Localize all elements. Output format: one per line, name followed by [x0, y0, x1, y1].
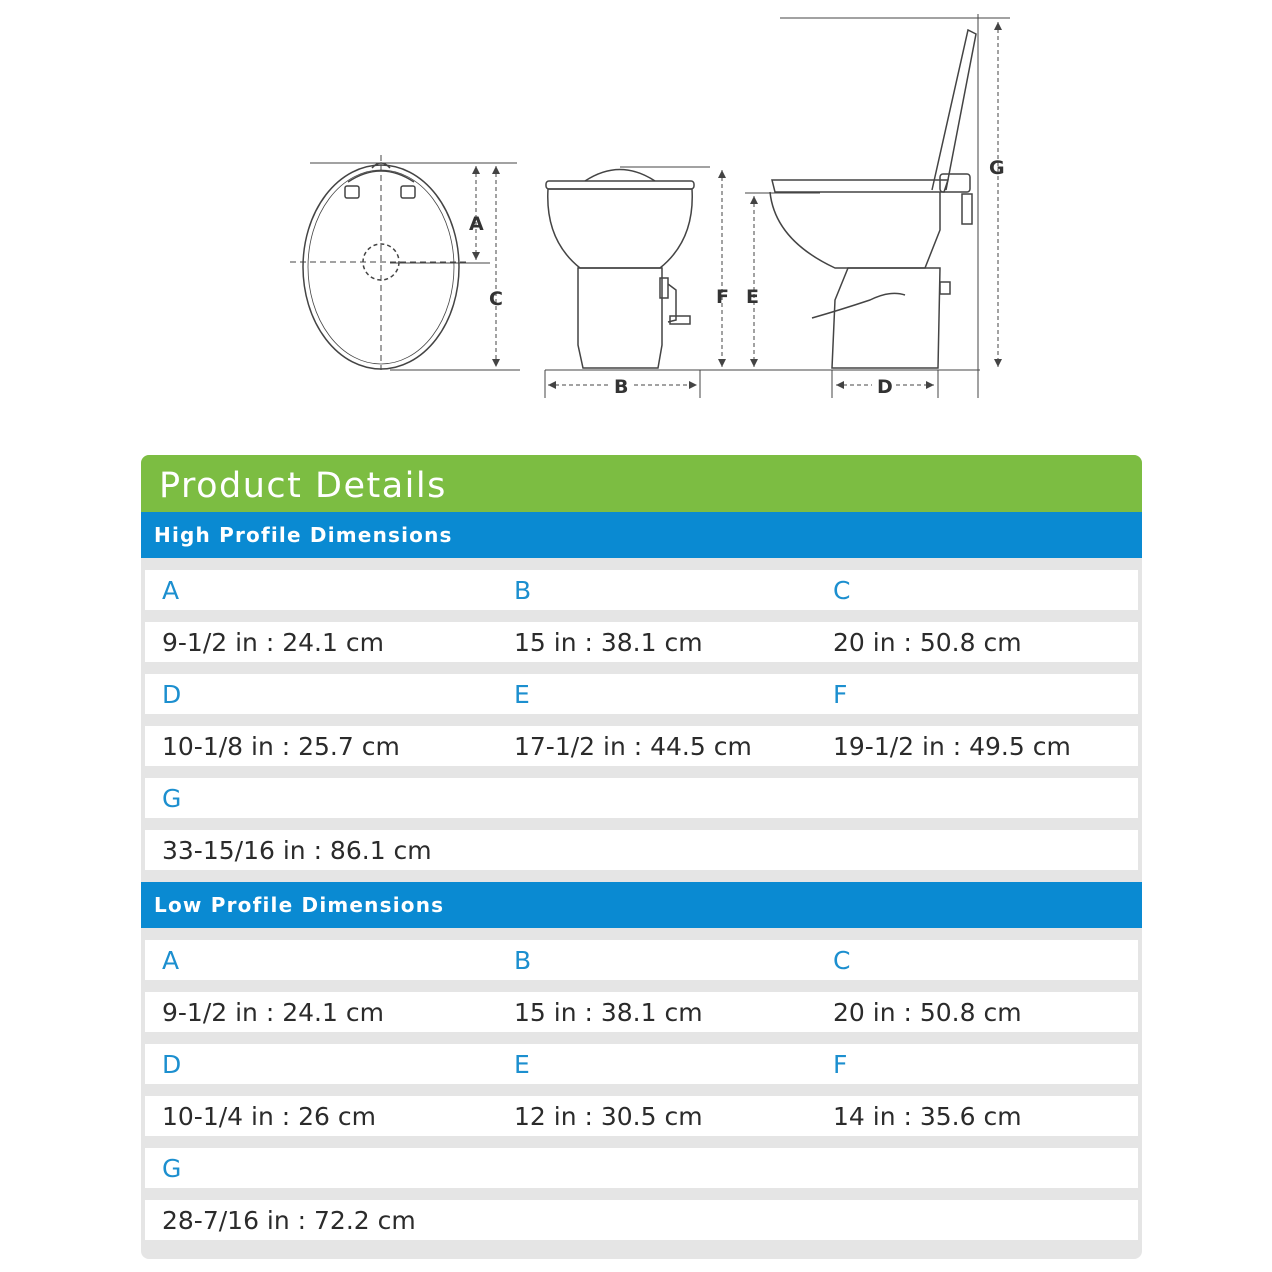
table-row — [145, 1044, 1138, 1084]
table-row — [145, 830, 1138, 870]
dimension-label: F — [833, 1049, 848, 1079]
dimension-value: 28-7/16 in : 72.2 cm — [162, 1205, 416, 1235]
dimension-value: 10-1/4 in : 26 cm — [162, 1101, 376, 1131]
dimension-value: 9-1/2 in : 24.1 cm — [162, 997, 384, 1027]
high-profile-table — [141, 558, 1142, 882]
dimension-label: D — [162, 679, 182, 709]
table-row — [145, 1200, 1138, 1240]
dimension-value: 9-1/2 in : 24.1 cm — [162, 627, 384, 657]
dimension-label: G — [162, 1153, 182, 1183]
diagram-label-e: E — [746, 286, 759, 308]
dimension-label: C — [833, 945, 851, 975]
dimension-value: 19-1/2 in : 49.5 cm — [833, 731, 1071, 761]
dimension-value: 12 in : 30.5 cm — [514, 1101, 703, 1131]
table-row — [145, 992, 1138, 1032]
product-details-card — [141, 455, 1142, 1259]
dimension-value: 33-15/16 in : 86.1 cm — [162, 835, 432, 865]
diagram-label-b: B — [614, 376, 629, 398]
table-row — [145, 674, 1138, 714]
dimension-label: C — [833, 575, 851, 605]
diagram-label-f: F — [716, 286, 729, 308]
dimension-label: B — [514, 575, 532, 605]
dimension-label: F — [833, 679, 848, 709]
dimension-label: E — [514, 679, 530, 709]
dimension-label: D — [162, 1049, 182, 1079]
dimension-label: B — [514, 945, 532, 975]
diagram-label-g: G — [989, 157, 1005, 179]
dimension-label: A — [162, 945, 180, 975]
table-row — [145, 570, 1138, 610]
dimension-value: 20 in : 50.8 cm — [833, 997, 1022, 1027]
table-row — [145, 778, 1138, 818]
toilet-dimension-diagram — [0, 0, 1272, 420]
dimension-value: 15 in : 38.1 cm — [514, 627, 703, 657]
high-profile-header: High Profile Dimensions — [141, 512, 1142, 558]
front-view-drawing — [545, 167, 980, 398]
dimension-value: 20 in : 50.8 cm — [833, 627, 1022, 657]
dimension-label: E — [514, 1049, 530, 1079]
diagram-label-a: A — [469, 213, 484, 235]
dimension-label: G — [162, 783, 182, 813]
product-details-title: Product Details — [141, 455, 1142, 512]
table-row — [145, 940, 1138, 980]
low-profile-table — [141, 928, 1142, 1252]
table-row — [145, 1148, 1138, 1188]
low-profile-header: Low Profile Dimensions — [141, 882, 1142, 928]
dimension-value: 15 in : 38.1 cm — [514, 997, 703, 1027]
top-view-drawing — [290, 155, 520, 370]
dimension-value: 17-1/2 in : 44.5 cm — [514, 731, 752, 761]
dimension-value: 10-1/8 in : 25.7 cm — [162, 731, 400, 761]
table-row — [145, 726, 1138, 766]
side-view-drawing — [745, 14, 1010, 398]
table-row — [145, 1096, 1138, 1136]
dimension-value: 14 in : 35.6 cm — [833, 1101, 1022, 1131]
diagram-label-d: D — [877, 376, 893, 398]
dimension-label: A — [162, 575, 180, 605]
table-row — [145, 622, 1138, 662]
diagram-label-c: C — [489, 288, 503, 310]
